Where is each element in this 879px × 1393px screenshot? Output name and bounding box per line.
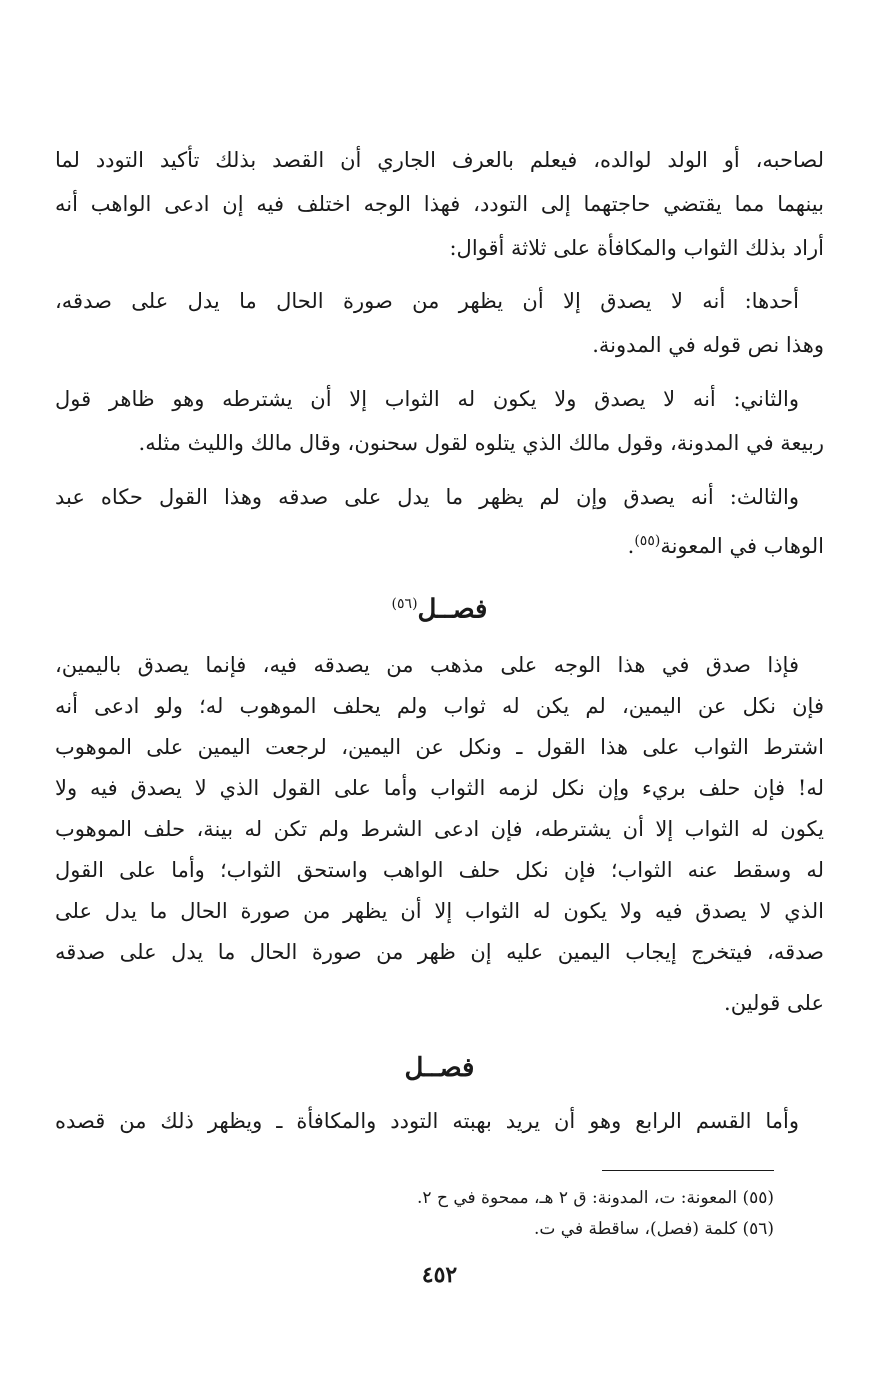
- body-text-line: على قولين.: [724, 991, 824, 1015]
- body-text: الوهاب في المعونة: [660, 534, 824, 558]
- body-text-line: الذي لا يصدق فيه ولا يكون له الثواب إلا أن يظهر من صورة الحال ما يدل على: [55, 899, 824, 923]
- body-text-line: ربيعة في المدونة، وقول مالك الذي يتلوه لقول سحنون، وقال مالك والليث مثله.: [138, 431, 824, 455]
- heading-text: فصــل: [417, 594, 488, 625]
- footnote-separator: [602, 1170, 774, 1171]
- body-text-line: له وسقط عنه الثواب؛ فإن نكل حلف الواهب واستحق الثواب؛ وأما على القول: [55, 858, 824, 882]
- body-text-line: فإذا صدق في هذا الوجه على مذهب من يصدقه فيه، فإنما يصدق باليمين،: [55, 653, 799, 677]
- body-text-line: [55, 523, 824, 559]
- body-text-line: والثالث: أنه يصدق وإن لم يظهر ما يدل على صدقه وهذا القول حكاه عبد: [55, 485, 799, 509]
- section-heading: [0, 584, 879, 630]
- body-text-line: اشترط الثواب على هذا القول ـ ونكل عن اليمين، لرجعت اليمين على الموهوب: [55, 735, 824, 759]
- body-text-line: فإن نكل عن اليمين، لم يكن له ثواب ولم يحلف الموهوب له؛ ولو ادعى أنه: [55, 694, 824, 718]
- body-text-line: بينهما مما يقتضي حاجتهما إلى التودد، فهذا الوجه اختلف فيه إن ادعى الواهب أنه: [55, 192, 824, 216]
- footnote-ref[interactable]: (٥٥): [634, 533, 661, 549]
- body-text-line: وهذا نص قوله في المدونة.: [592, 333, 824, 357]
- footnote: (٥٦) كلمة (فصل)، ساقطة في ت.: [533, 1219, 774, 1239]
- footnote-ref[interactable]: (٥٦): [391, 596, 418, 612]
- body-text-line: له! فإن حلف بريء وإن نكل لزمه الثواب وأما على القول الذي لا يصدق فيه ولا: [55, 776, 824, 800]
- body-text-line: أراد بذلك الثواب والمكافأة على ثلاثة أقوال:: [449, 236, 824, 260]
- body-text-line: صدقه، فيتخرج إيجاب اليمين عليه إن ظهر من صورة الحال ما يدل على صدقه: [55, 940, 824, 964]
- body-text-line: لصاحبه، أو الولد لوالده، فيعلم بالعرف الجاري أن القصد بذلك تأكيد التودد لما: [55, 148, 824, 172]
- body-text-line: والثاني: أنه لا يصدق ولا يكون له الثواب إلا أن يشترطه وهو ظاهر قول: [55, 387, 799, 411]
- body-text-line: أحدها: أنه لا يصدق إلا أن يظهر من صورة الحال ما يدل على صدقه،: [55, 289, 799, 313]
- section-heading: فصــل: [404, 1053, 475, 1083]
- body-text-line: وأما القسم الرابع وهو أن يريد بهبته التودد والمكافأة ـ ويظهر ذلك من قصده: [55, 1109, 799, 1133]
- body-text-line: يكون له الثواب إلا أن يشترطه، فإن ادعى الشرط ولم تكن له بينة، حلف الموهوب: [55, 817, 824, 841]
- sentence-end: .: [627, 534, 635, 558]
- footnote: (٥٥) المعونة: ت، المدونة: ق ٢ هـ، ممحوة في ح ٢.: [417, 1188, 774, 1208]
- page-number: ٤٥٢: [421, 1262, 458, 1288]
